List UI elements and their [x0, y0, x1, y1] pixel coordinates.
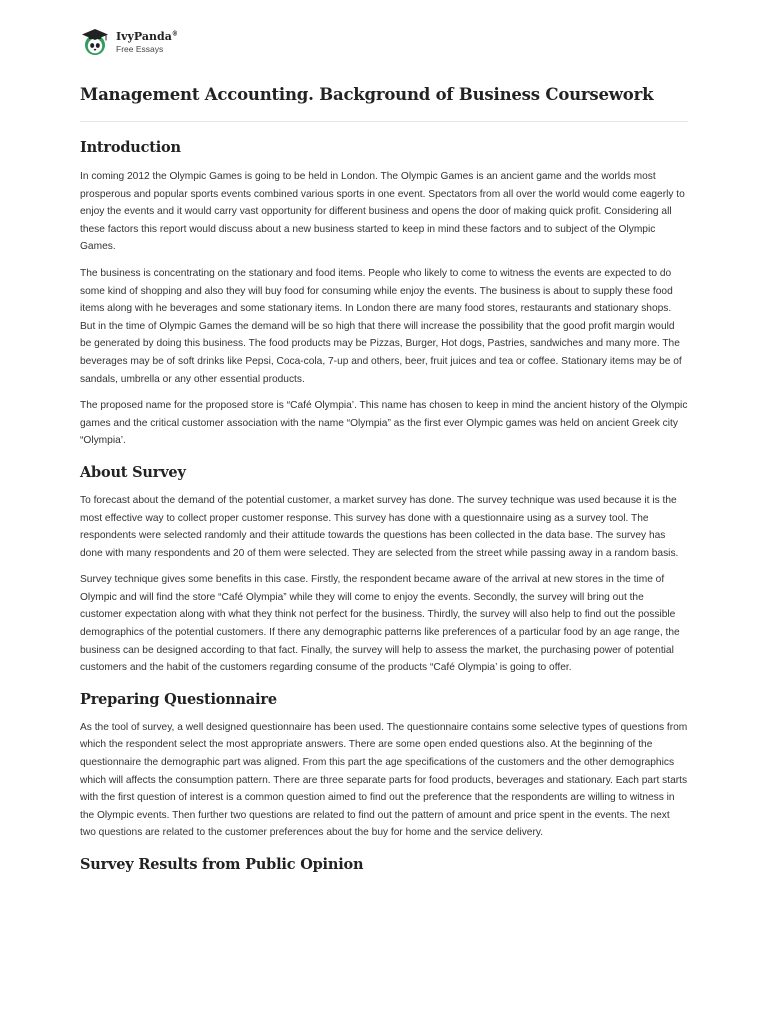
- section-heading-introduction: Introduction: [80, 139, 181, 156]
- section-heading-survey-results: Survey Results from Public Opinion: [80, 856, 364, 873]
- site-header: [80, 26, 178, 58]
- paragraph: As the tool of survey, a well designed questionnaire has been used. The questionnaire contains some selective types of questions from which the respondent select the most appropriate answers. There are some open ended questions also. At the beginning of the questionnaire the demographic part was aligned. From this part the age specifications of the customers and the other demographics which will affects the consumption pattern. There are three separate parts for food products, beverages and stationary. Each part starts with the first question of interest is a common question aimed to find out the preference that the respondents are willing to witness in the Olympic events. Then further two questions are related to find out the pattern of amount and price spent in the events. The next two questions are related to the customer preferences about the buy for home and the service delivery.: [80, 721, 688, 839]
- paragraph: In coming 2012 the Olympic Games is going to be held in London. The Olympic Games is an ancient game and the worlds most prosperous and popular sports events combined various sports in one event. Spectators from all over the world would come eagerly to enjoy the events and it would carry vast opportunity for different business and opens the door of making quick profit. Considering all these factors this report would discuss about a new business started to keep in mind these factors and to subject of the Olympic Games.: [80, 171, 685, 253]
- paragraph: The proposed name for the proposed store is “Café Olympia’. This name has chosen to keep in mind the ancient history of the Olympic games and the critical customer association with the name “Olympia” as the first ever Olympic games was held on ancient Greek city “Olympia’.: [80, 400, 688, 447]
- brand-tagline: Free Essays: [116, 43, 164, 54]
- article: [80, 84, 688, 884]
- page-title: Management Accounting. Background of Business Coursework: [80, 85, 654, 104]
- title-divider: [80, 121, 688, 122]
- paragraph: The business is concentrating on the stationary and food items. People who likely to come to witness the events are expected to do some kind of shopping and also they will buy food for consuming while enjoy the events. The business is about to supply these food items along with he beverages and some stationary items. In London there are many food stores, restaurants and stationary shops. But in the time of Olympic Games the demand will be so high that there will increase the possibility that the good profit margin would be generated by doing this business. The food products may be Pizzas, Burger, Hot dogs, Pastries, sandwiches and many more. The beverages may be of soft drinks like Pepsi, Coca-cola, 7-up and others, beer, fruit juices and tea or coffee. Stationary items may be of sandals, umbrella or any other essential products.: [80, 267, 682, 385]
- section-heading-preparing-questionnaire: Preparing Questionnaire: [80, 690, 277, 708]
- panda-graduation-cap-icon[interactable]: [80, 27, 110, 57]
- section-heading-about-survey: About Survey: [80, 463, 186, 481]
- brand-name[interactable]: IvyPanda®: [116, 29, 178, 43]
- paragraph: To forecast about the demand of the potential customer, a market survey has done. The survey technique was used because it is the most effective way to collect proper customer response. This survey has done with a questionnaire using as a survey tool. The respondents were selected randomly and their attitude towards the questions has been collected in the data base. The survey has done with many respondents and 20 of them were selected. They are selected from the street while passing away in a random basis.: [80, 494, 679, 559]
- logo-text: [116, 31, 178, 54]
- paragraph: Survey technique gives some benefits in this case. Firstly, the respondent became aware of the arrival at new stores in the time of Olympic and will find the store “Café Olympia” while they will come to enjoy the events. Secondly, the survey will bring out the customer expectation along with what they think not perfect for the business. Thirdly, the survey will also help to find out the possible demographics of the potential customers. If there any demographic patterns like preferences of a particular food by an age range, the business can be designed according to that fact. Finally, the survey will help to assess the market, the purchasing power of potential customers and the habit of the customers regarding consume of the products “Café Olympia’ is going to offer.: [80, 574, 680, 674]
